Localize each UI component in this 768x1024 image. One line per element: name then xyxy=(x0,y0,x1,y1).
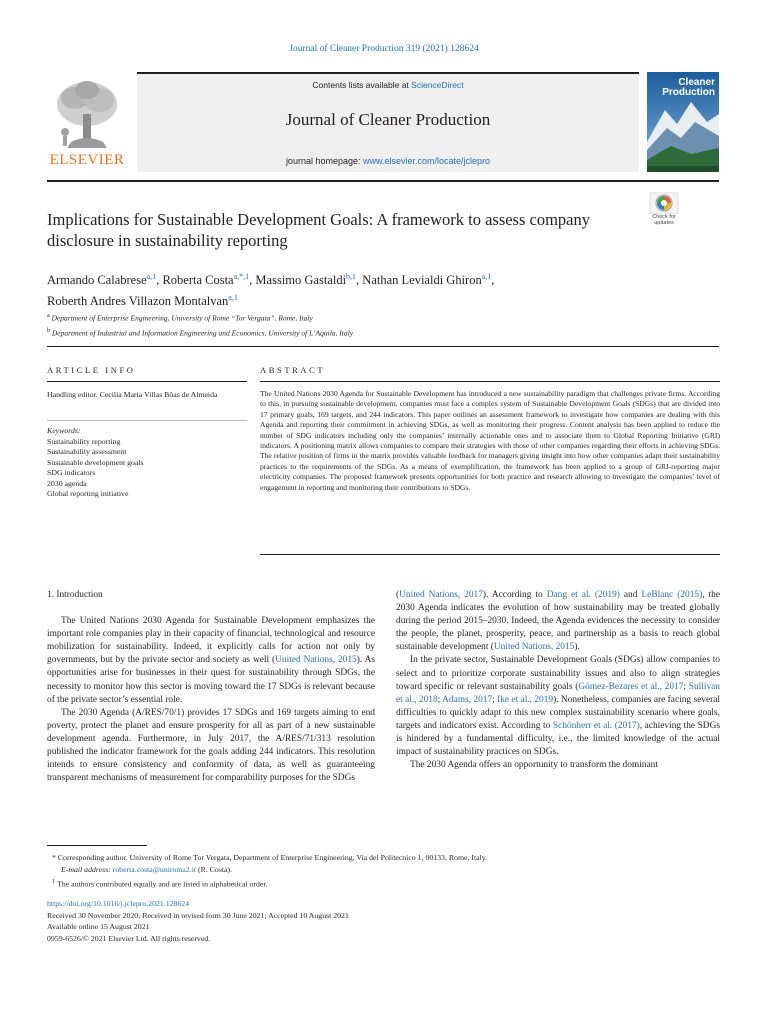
keyword-list xyxy=(47,437,247,499)
footnote-email xyxy=(52,864,712,876)
keyword-item: Global reporting initiative xyxy=(47,489,129,499)
footnote-rule xyxy=(47,845,147,846)
check-for-updates-badge[interactable] xyxy=(646,192,682,228)
author-affiliation-marker[interactable]: b,1 xyxy=(346,272,357,281)
journal-homepage-link[interactable]: www.elsevier.com/locate/jclepro xyxy=(363,156,491,166)
abstract-bottom-rule xyxy=(260,554,720,555)
citation-link[interactable]: LeBlanc (2015) xyxy=(641,590,703,600)
citation-link[interactable]: United Nations, 2015 xyxy=(275,655,357,666)
affiliation-marker: a xyxy=(47,313,50,319)
homepage-prefix: journal homepage: xyxy=(285,156,363,166)
keyword-item: 2030 agenda xyxy=(47,478,87,488)
citation-link[interactable]: Ike et al., 2019 xyxy=(497,694,554,705)
citation-link[interactable]: Adams, 2017 xyxy=(442,694,493,705)
keywords-rule xyxy=(47,420,247,421)
abstract-heading: ABSTRACT xyxy=(260,365,326,375)
doi-link[interactable]: https://doi.org/10.1016/j.jclepro.2021.128624 xyxy=(47,899,190,908)
body-text: , the 2030 Agenda indicates the evolution of how sustainability may be treated globally during the period 2015–2030. Indeed, the Agenda evidences the necessity to consider the people, the planet, prosperity, peace, and partnership as a basis to reach global sustainable development ( xyxy=(396,590,720,653)
keyword-item: SDG indicators xyxy=(47,468,96,478)
body-text: ( xyxy=(396,590,400,600)
author-name[interactable]: Nathan Levialdi Ghiron xyxy=(362,273,482,288)
masthead-rule xyxy=(47,180,719,182)
body-text: ). xyxy=(574,642,580,653)
abstract-rule xyxy=(260,381,720,382)
author-separator: , xyxy=(356,273,363,288)
section-rule xyxy=(47,346,719,347)
author-separator: , xyxy=(249,273,256,288)
available-online: Available online 15 August 2021 xyxy=(47,922,150,931)
body-paragraph xyxy=(47,615,375,707)
citation-link[interactable]: United Nations, 2015 xyxy=(493,642,575,653)
citation-link[interactable]: United Nations, 2017 xyxy=(399,590,483,600)
body-text: ). Nonetheless, companies are facing several difficulties to quickly adapt to this new complex sustainability scenario where goals, targets and indicators exist. According to xyxy=(396,694,721,731)
author-affiliation-marker[interactable]: a,1 xyxy=(228,293,238,303)
author-affiliation-marker[interactable]: a,1 xyxy=(146,272,157,281)
body-text: ; xyxy=(683,681,689,692)
elsevier-tree-icon xyxy=(51,76,123,150)
body-column-left xyxy=(47,589,375,785)
check-updates-label: Check for updates xyxy=(652,214,676,226)
author-name[interactable]: Roberth Andres Villazon Montalvan xyxy=(47,294,229,309)
contents-line xyxy=(137,80,639,90)
article-title: Implications for Sustainable Development Goals: A framework to assess company disclosure in sustainability reporting xyxy=(47,210,591,250)
keyword-item: Sustainable development goals xyxy=(47,457,144,467)
body-text: ). As opportunities arise for businesses in their quest for sustainability through SDGs, the necessity to monitor how this sector is moving toward the 17 SDGs is relevant because of the private sector’s essential role. xyxy=(47,655,375,705)
body-paragraph xyxy=(396,589,720,654)
author-separator: , xyxy=(156,273,163,288)
check-updates-icon xyxy=(646,192,682,214)
footnotes xyxy=(52,852,712,891)
body-text: , achieving the SDGs is hindered by a fundamental difficulty, i.e., the limited knowledge of the actual impact of sustainability practices on SDGs. xyxy=(396,720,720,758)
introduction-heading: 1. Introduction xyxy=(47,590,103,600)
sciencedirect-link[interactable]: ScienceDirect xyxy=(411,80,464,90)
body-text: and xyxy=(619,590,642,600)
article-info-rule xyxy=(47,381,247,382)
author-affiliation-marker[interactable]: a,1 xyxy=(481,272,492,281)
masthead-band xyxy=(137,72,639,172)
body-paragraph: The 2030 Agenda (A/RES/70/1) provides 17 SDGs and 169 targets aiming to end poverty, protect the planet and ensure prosperity for all as part of a new sustainable development agenda. Furthermore, in July 2017, the A/RES/71/313 resolution published the indicator framework for the goals adding 244 indicators. This resolution intends to ensure consistency and conformity of data, as well as guaranteeing transparent mechanisms of measurement for comparability purposes for the SDGs xyxy=(47,707,375,784)
author-affiliation-marker[interactable]: a,*,1 xyxy=(233,272,250,281)
cover-title xyxy=(647,78,719,98)
email-link[interactable]: roberta.costa@uniroma2.it xyxy=(112,865,197,874)
email-label: E-mail address: xyxy=(61,865,113,874)
received-dates: Received 30 November 2020; Received in revised form 30 June 2021; Accepted 10 August 2021 xyxy=(47,910,349,920)
keyword-item: Sustainability assessment xyxy=(47,447,127,457)
keywords-heading: Keywords: xyxy=(47,426,81,435)
affiliation-list xyxy=(47,310,687,339)
affiliation-item xyxy=(47,310,687,325)
body-text: ; xyxy=(437,694,443,705)
copyright: 0959-6526/© 2021 Elsevier Ltd. All rights reserved. xyxy=(47,933,211,943)
homepage-line xyxy=(137,156,639,166)
publication-info xyxy=(47,898,547,944)
cover-title-line-1: Cleaner xyxy=(678,77,715,88)
footnote-text: The authors contributed equally and are listed in alphabetical order. xyxy=(57,879,268,889)
body-text: In the private sector, Sustainable Development Goals (SDGs) allow companies to select and to prioritize corporate sustainability issues and also to align strategies toward specific or relevant sustainability goals ( xyxy=(396,655,720,692)
citation-link[interactable]: Gómez-Bezares et al., 2017 xyxy=(578,681,684,692)
footnote-marker: * xyxy=(52,853,58,862)
article-info-heading: ARTICLE INFO xyxy=(47,365,136,375)
body-text: The United Nations 2030 Agenda for Sustainable Development emphasizes the important role companies play in their capacity of financial, technological and resource mobilization for sustainability. Indeed, it explicitly calls for action not only by governments, but by the private sector and society as well ( xyxy=(47,616,375,666)
journal-cover-image[interactable] xyxy=(647,72,719,172)
abstract-text: The United Nations 2030 Agenda for Sustainable Development has introduced a new sustainability paradigm that challenges private firms. According to this, in pursuing sustainable development, companies must face a complex system of Sustainable Development Goals (SDGs) that are divided into 17 primary goals, 169 targets, and 244 indicators. This paper outlines an assessment framework to investigate how companies are dealing with this Agenda and reporting their commitment in achieving SDGs, as well as monitoring their progress. Content analysis has been applied to reduce the number of SDG indicators including only the companies’ internally actionable ones and to associate them to Global Reporting Initiative (GRI) indicators. A positioning matrix allows companies to compare their strategies with those of other companies regarding their efforts in achieving SDGs. The relative position of firms in the matrix provides valuable feedback for managers giving insight into how other companies adapt their sustainability practices to the requirements of the SDGs. As a means of exemplification, the framework has been applied to a group of GRI-reporting major electricity companies. The proposed framework presents opportunities for both practice and research allowing to investigate the companies’ level of engagement in reporting and monitoring their contributions to SDGs. xyxy=(260,389,720,492)
body-text: ). According to xyxy=(482,590,547,600)
author-name[interactable]: Armando Calabrese xyxy=(47,273,147,288)
elsevier-logo[interactable] xyxy=(47,76,127,168)
body-paragraph xyxy=(396,654,720,759)
body-column-right xyxy=(396,589,720,772)
affiliation-text: Department of Industrial and Information Engineering and Economics, University of L’Aquila, Italy xyxy=(50,328,354,337)
journal-masthead xyxy=(47,72,719,172)
contents-prefix: Contents lists available at xyxy=(312,80,412,90)
footnote-equal xyxy=(52,876,712,891)
citation-link[interactable]: Sullivan et al., 2018 xyxy=(396,681,720,705)
author-name[interactable]: Massimo Gastaldi xyxy=(255,273,347,288)
citation-link[interactable]: Dang et al. (2019) xyxy=(546,590,620,600)
journal-title: Journal of Cleaner Production xyxy=(285,110,491,129)
citation-link[interactable]: Schönherr et al. (2017) xyxy=(552,720,640,731)
keyword-item: Sustainability reporting xyxy=(47,437,121,446)
author-name[interactable]: Roberta Costa xyxy=(162,273,234,288)
email-suffix: (R. Costa). xyxy=(196,865,233,874)
footnote-text: Corresponding author. University of Rome Tor Vergata, Department of Enterprise Engineering, Via del Politecnico 1, 00133, Rome, Italy. xyxy=(57,853,488,862)
affiliation-marker: b xyxy=(47,327,50,334)
elsevier-wordmark: ELSEVIER xyxy=(49,152,125,168)
footnote-marker: 1 xyxy=(52,878,56,885)
author-list xyxy=(47,268,687,310)
cover-title-line-2: Production xyxy=(662,87,715,98)
journal-citation-link[interactable]: Journal of Cleaner Production 319 (2021) 128624 xyxy=(289,44,479,54)
affiliation-item xyxy=(47,325,687,340)
body-text: ; xyxy=(492,694,498,705)
affiliation-text: Department of Enterprise Engineering, University of Rome “Tor Vergata”, Rome, Italy xyxy=(49,313,313,323)
author-separator: , xyxy=(491,273,495,288)
footnote-corresponding xyxy=(52,852,712,864)
body-paragraph: The 2030 Agenda offers an opportunity to transform the dominant xyxy=(410,760,658,771)
handling-editor: Handling editor. Cecilia Maria Villas Bôas de Almeida xyxy=(47,390,218,399)
